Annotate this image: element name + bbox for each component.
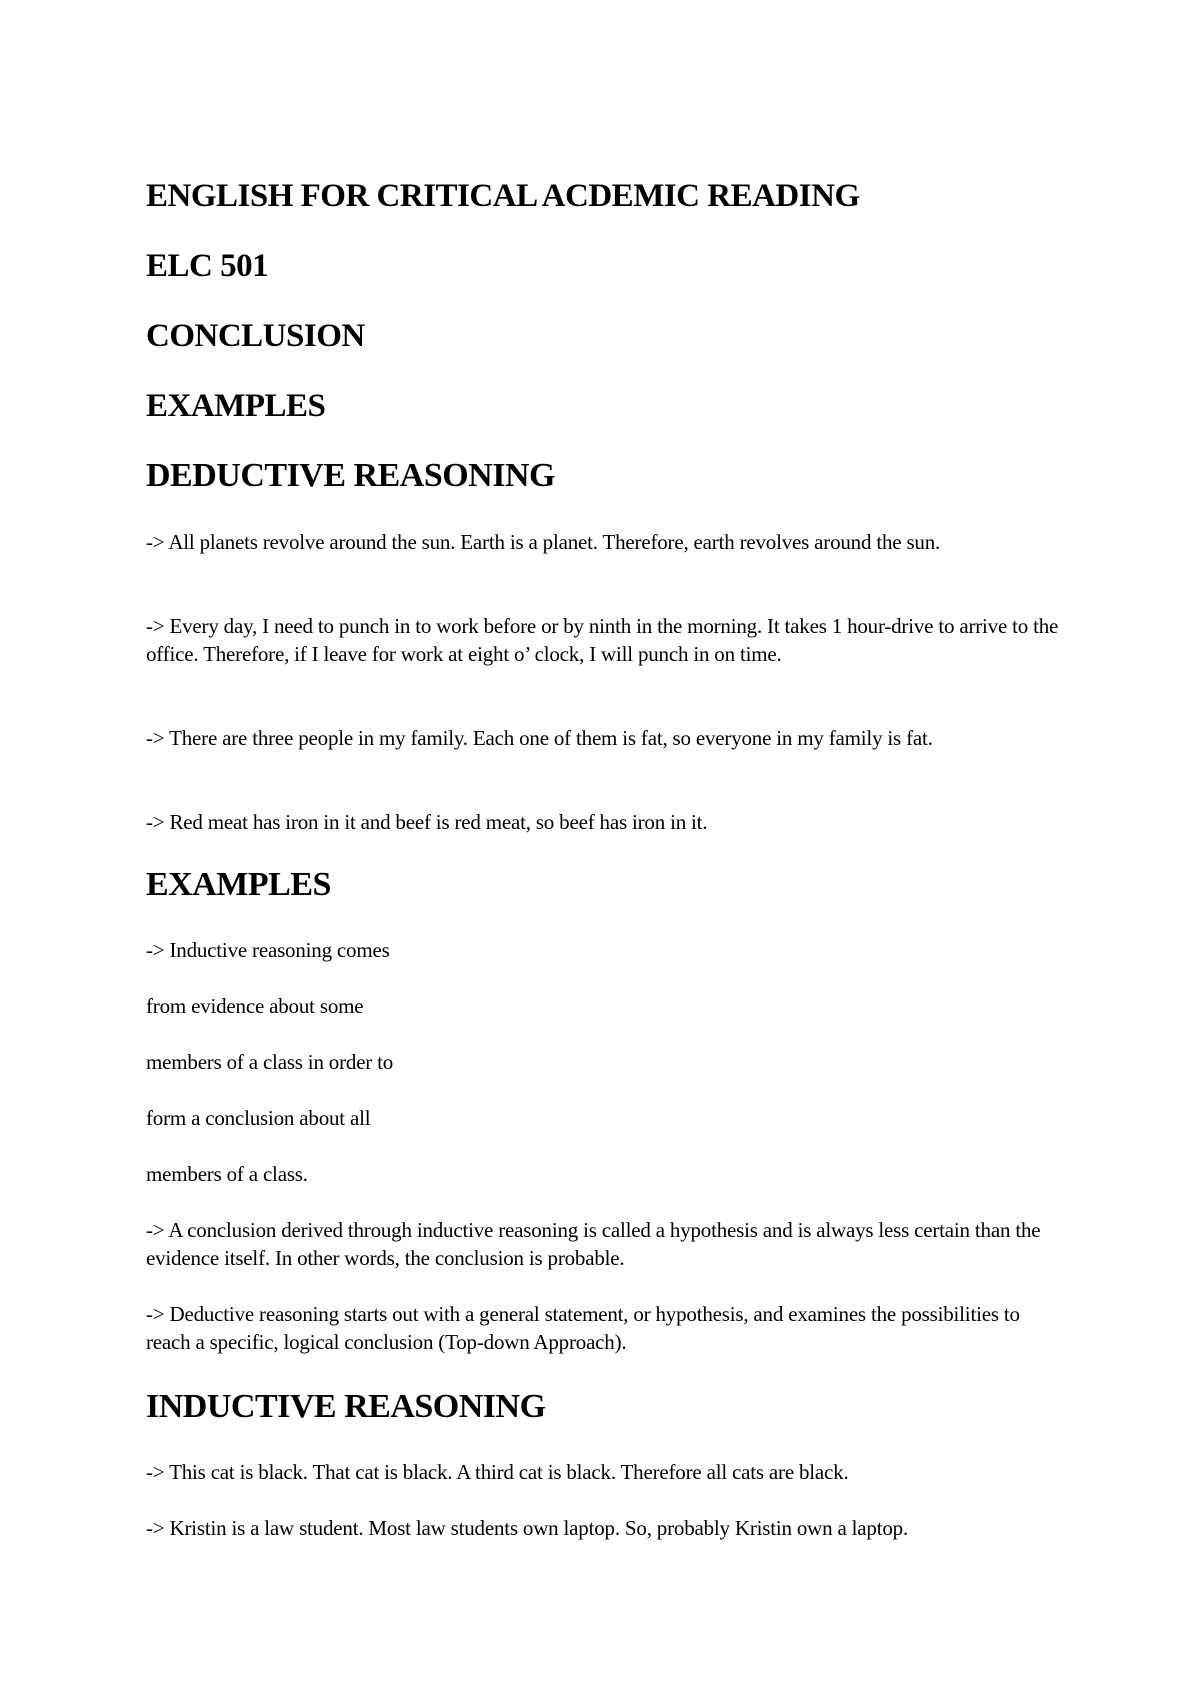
- explanation-paragraph: -> Deductive reasoning starts out with a general statement, or hypothesis, and examines the possibilities to reach a specific, logical conclusion (Top-down Approach).: [146, 1302, 1020, 1354]
- inductive-definition-line: members of a class.: [146, 1162, 308, 1186]
- inductive-definition-line: -> Inductive reasoning comes: [146, 938, 390, 962]
- document-title: ENGLISH FOR CRITICAL ACDEMIC READING: [146, 178, 860, 214]
- heading-examples: EXAMPLES: [146, 866, 331, 903]
- course-code: ELC 501: [146, 248, 269, 284]
- inductive-definition-line: members of a class in order to: [146, 1050, 394, 1074]
- deductive-example: -> Red meat has iron in it and beef is red meat, so beef has iron in it.: [146, 810, 708, 834]
- heading-examples: EXAMPLES: [146, 388, 326, 424]
- inductive-definition-line: from evidence about some: [146, 994, 364, 1018]
- heading-deductive-reasoning: DEDUCTIVE REASONING: [146, 457, 555, 494]
- inductive-definition-line: form a conclusion about all: [146, 1106, 371, 1130]
- heading-conclusion: CONCLUSION: [146, 318, 365, 354]
- explanation-paragraph: -> A conclusion derived through inductive reasoning is called a hypothesis and is always less certain than the evidence itself. In other words, the conclusion is probable.: [146, 1218, 1041, 1270]
- deductive-example: -> All planets revolve around the sun. Earth is a planet. Therefore, earth revolves around the sun.: [146, 530, 941, 554]
- inductive-example: -> Kristin is a law student. Most law students own laptop. So, probably Kristin own a laptop.: [146, 1516, 909, 1540]
- deductive-example: -> There are three people in my family. Each one of them is fat, so everyone in my family is fat.: [146, 726, 933, 750]
- deductive-example: -> Every day, I need to punch in to work before or by ninth in the morning. It takes 1 hour-drive to arrive to the office. Therefore, if I leave for work at eight o’ clock, I will punch in on time.: [146, 614, 1059, 666]
- inductive-example: -> This cat is black. That cat is black. A third cat is black. Therefore all cats are black.: [146, 1460, 849, 1484]
- heading-inductive-reasoning: INDUCTIVE REASONING: [146, 1388, 546, 1425]
